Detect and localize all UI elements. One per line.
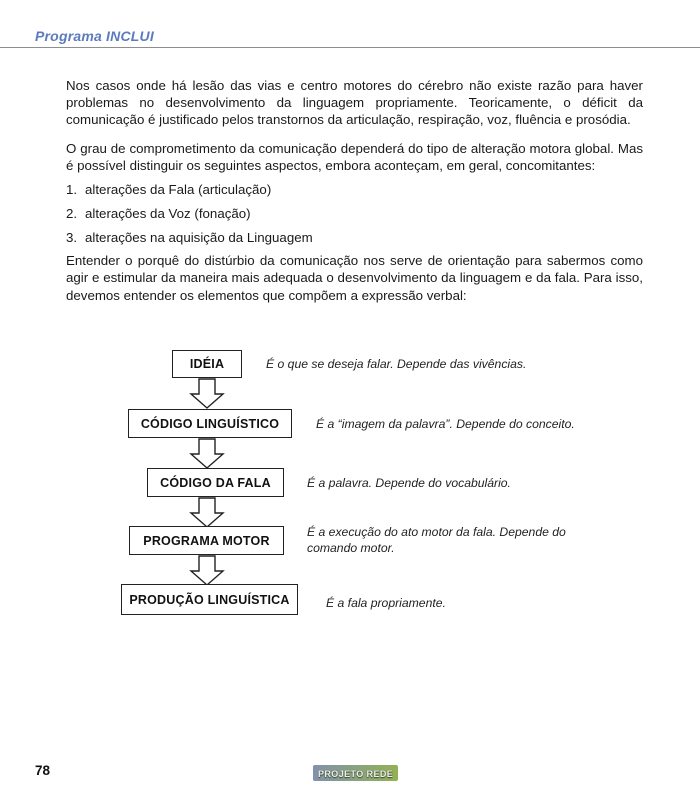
down-arrow-icon	[188, 555, 226, 586]
header-rule	[0, 47, 700, 48]
page-header-title: Programa INCLUI	[35, 28, 154, 44]
list-item-text: alterações da Voz (fonação)	[85, 206, 251, 222]
numbered-list	[66, 181, 643, 246]
flow-box-codigo-linguistico: CÓDIGO LINGUÍSTICO	[128, 409, 292, 438]
list-item	[66, 205, 643, 222]
projeto-rede-logo: PROJETO REDE	[313, 765, 398, 781]
list-item-number: 3.	[66, 230, 78, 246]
list-item-text: alterações na aquisição da Linguagem	[85, 230, 313, 246]
paragraph-1: Nos casos onde há lesão das vias e centro motores do cérebro não existe razão para haver problemas no desenvolvimento da linguagem propriamente. Teoricamente, o déficit da comunicação é justificado pelos transtornos da articulação, respiração, voz, fluência e prosódia.	[66, 78, 643, 128]
page-number: 78	[35, 763, 51, 778]
list-item-number: 2.	[66, 206, 78, 222]
paragraph-2: O grau de comprometimento da comunicação dependerá do tipo de alteração motora global. Mas é possível distinguir os seguintes aspectos, embora aconteçam, em geral, concomitantes:	[66, 140, 643, 173]
flow-description: É a palavra. Depende do vocabulário.	[307, 476, 511, 490]
down-arrow-icon	[188, 378, 226, 409]
list-item-number: 1.	[66, 182, 78, 198]
down-arrow-icon	[188, 438, 226, 469]
list-item	[66, 181, 643, 198]
flow-box-codigo-da-fala: CÓDIGO DA FALA	[147, 468, 284, 497]
down-arrow-icon	[188, 497, 226, 528]
body-content	[66, 77, 643, 304]
flow-description: É a fala propriamente.	[326, 596, 446, 610]
flow-description: É a “imagem da palavra”. Depende do conceito.	[316, 417, 575, 431]
flow-description: É a execução do ato motor da fala. Depende do comando motor.	[307, 525, 566, 555]
list-item	[66, 229, 643, 246]
flow-box-programa-motor: PROGRAMA MOTOR	[129, 526, 284, 555]
flow-description: É o que se deseja falar. Depende das vivências.	[266, 357, 527, 371]
list-item-text: alterações da Fala (articulação)	[85, 182, 272, 198]
paragraph-3: Entender o porquê do distúrbio da comunicação nos serve de orientação para sabermos como agir e estimular da maneira mais adequada o desenvolvimento da linguagem e da fala. Para isso, devemos entender os elementos que compõem a expressão verbal:	[66, 253, 643, 303]
flow-box-producao-linguistica: PRODUÇÃO LINGUÍSTICA	[121, 584, 298, 615]
flow-box-ideia: IDÉIA	[172, 350, 242, 378]
